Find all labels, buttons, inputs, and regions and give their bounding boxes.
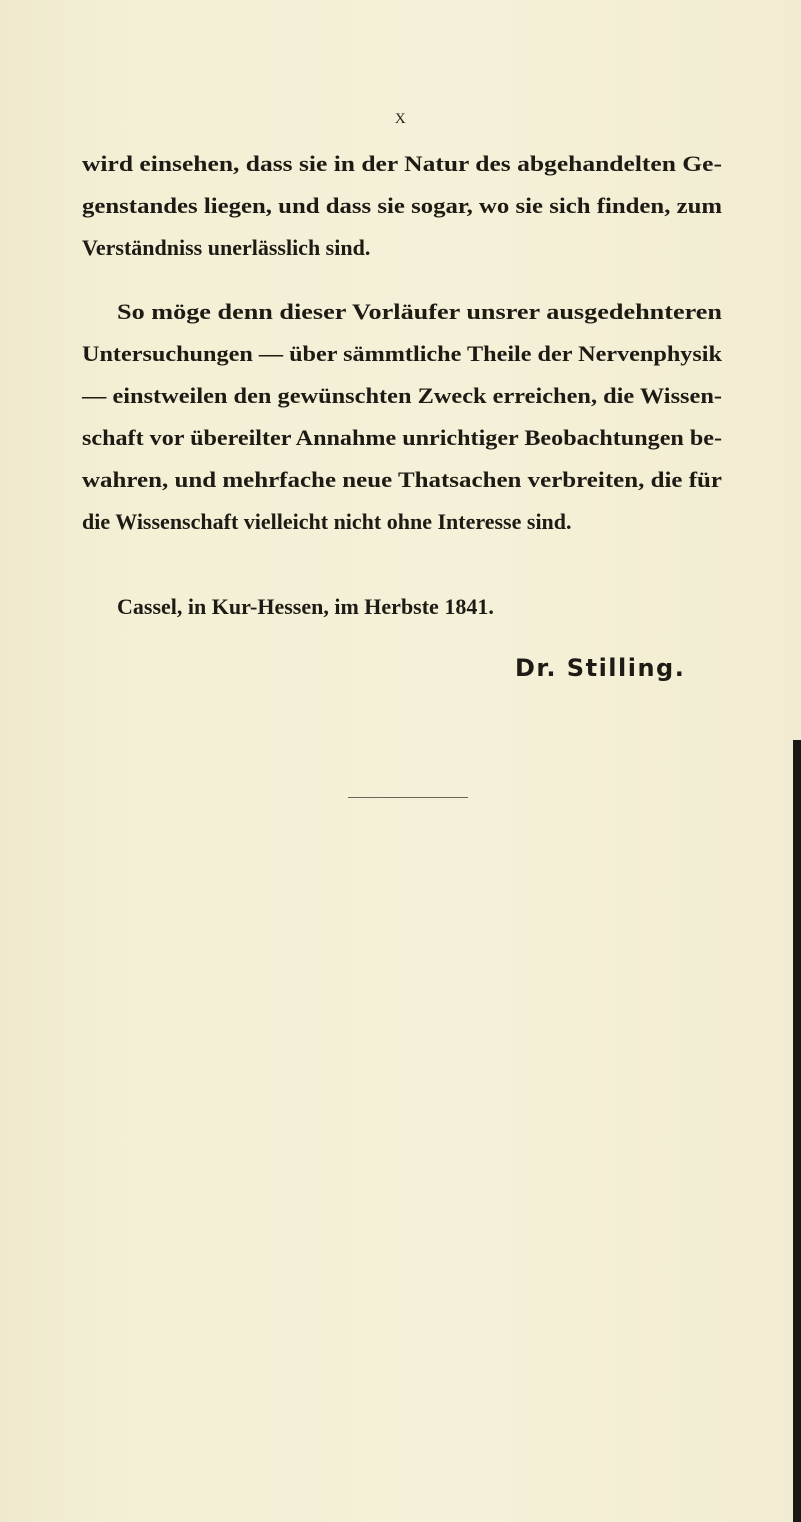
page-number: X bbox=[394, 111, 407, 127]
text-line: wahren, und mehrfache neue Thatsachen verbreiten, die für bbox=[82, 467, 722, 492]
signature: Dr. Stilling. bbox=[515, 654, 686, 682]
text-line: — einstweilen den gewünschten Zweck erreichen, die Wissen- bbox=[82, 383, 722, 408]
page-edge-shadow bbox=[793, 740, 801, 1522]
text-line: So möge denn dieser Vorläufer unsrer ausgedehnteren bbox=[117, 299, 722, 324]
text-line: genstandes liegen, und dass sie sogar, wo sie sich finden, zum bbox=[82, 193, 722, 218]
text-line: Untersuchungen — über sämmtliche Theile der Nervenphysik bbox=[82, 341, 722, 366]
text-line: schaft vor übereilter Annahme unrichtiger Beobachtungen be- bbox=[82, 425, 722, 450]
text-line: wird einsehen, dass sie in der Natur des abgehandelten Ge- bbox=[82, 151, 723, 176]
end-rule bbox=[348, 797, 468, 798]
text-line: die Wissenschaft vielleicht nicht ohne Interesse sind. bbox=[82, 509, 572, 534]
text-line: Verständniss unerlässlich sind. bbox=[82, 235, 371, 260]
dateline: Cassel, in Kur-Hessen, im Herbste 1841. bbox=[117, 594, 494, 619]
